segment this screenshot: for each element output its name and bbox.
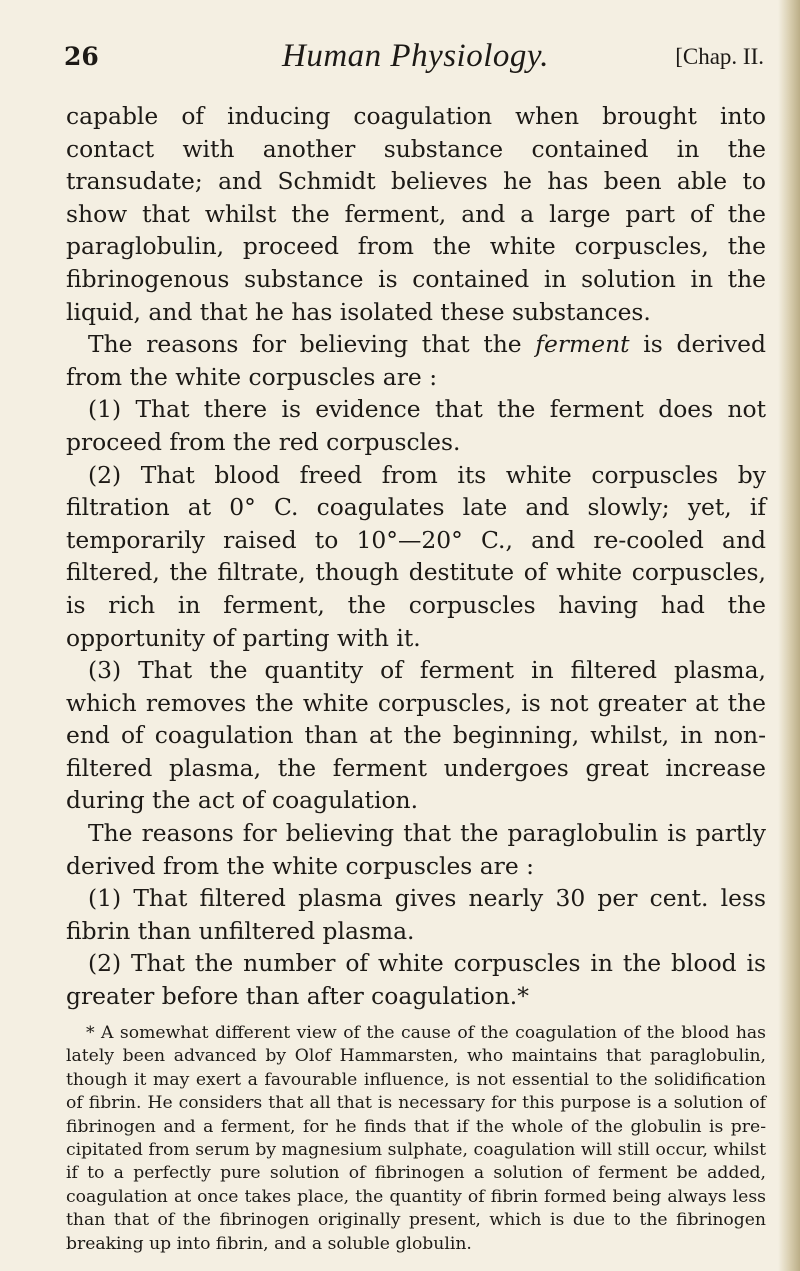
paragraph-ferment-point-1: (1) That there is evidence that the ferment does not proceed from the red corpuscles. [66,395,766,456]
body-text [66,100,766,1013]
ferment-emphasis: ferment [535,330,630,359]
page-number: 26 [64,42,99,71]
running-header [64,38,770,82]
chapter-label: [Chap. II. [675,44,764,69]
paragraph-ferment-point-2: (2) That blood freed from its white corpuscles by filtration at 0° C. coagulates late and slowly; yet, if temporarily raised to 10°—20° C., and re-cooled and filtered, the filtrate, though destitute of white corpuscles, is rich in ferment, the corpuscles having had the opportunity of parting with it. [66,460,766,652]
footnote-text: * A somewhat different view of the cause of the coagulation of the blood has lately been advanced by Olof Hammarsten, who maintains that paraglobulin, though it may exert a favourable influence, is not essential to the solidification of fibrin. He considers that all that is necessary for this purpose is a solution of fibrinogen and a ferment, for he finds that if the whole of the globulin is precipitated from serum by magnesium sulphate, coagulation will still occur, whilst if to a perfectly pure solution of fibrinogen a solution of ferment be added, coagulation at once takes place, the quantity of fibrin formed being always less than that of the fibrinogen originally present, which is due to the fibrinogen breaking up into fibrin, and a soluble globulin. [66,1023,766,1254]
footnote [66,1022,766,1256]
ferment-reasons-text-end: is derived from the white corpuscles are : [66,330,766,391]
paragraph-ferment-point-3: (3) That the quantity of ferment in filtered plasma, which removes the white corpuscles, is not greater at the end of coagulation than at the beginning, whilst, in non-filtered plasma, the ferment undergoes great increase during the act of coagulation. [66,656,766,815]
running-title: Human Physiology. [282,38,549,74]
paragraph-paraglobulin-reasons: The reasons for believing that the paraglobulin is partly derived from the white corpuscles are : [66,819,766,880]
paragraph-paraglobulin-point-1: (1) That filtered plasma gives nearly 30 per cent. less fibrin than unfiltered plasma. [66,884,766,945]
ferment-reasons-text-start: The reasons for believing that the [88,330,536,359]
paragraph-ferment-reasons [66,328,766,393]
paragraph-paraglobulin-point-2: (2) That the number of white corpuscles in the blood is greater before than after coagulation.* [66,949,766,1011]
page-edge-shadow [778,0,800,1271]
paragraph-continuation: capable of inducing coagulation when brought into contact with another substance contained in the transudate; and Schmidt believes he has been able to show that whilst the ferment, and a large part of the paraglobulin, proceed from the white corpuscles, the fibrinogenous substance is contained in solution in the liquid, and that he has isolated these substances. [66,102,766,326]
